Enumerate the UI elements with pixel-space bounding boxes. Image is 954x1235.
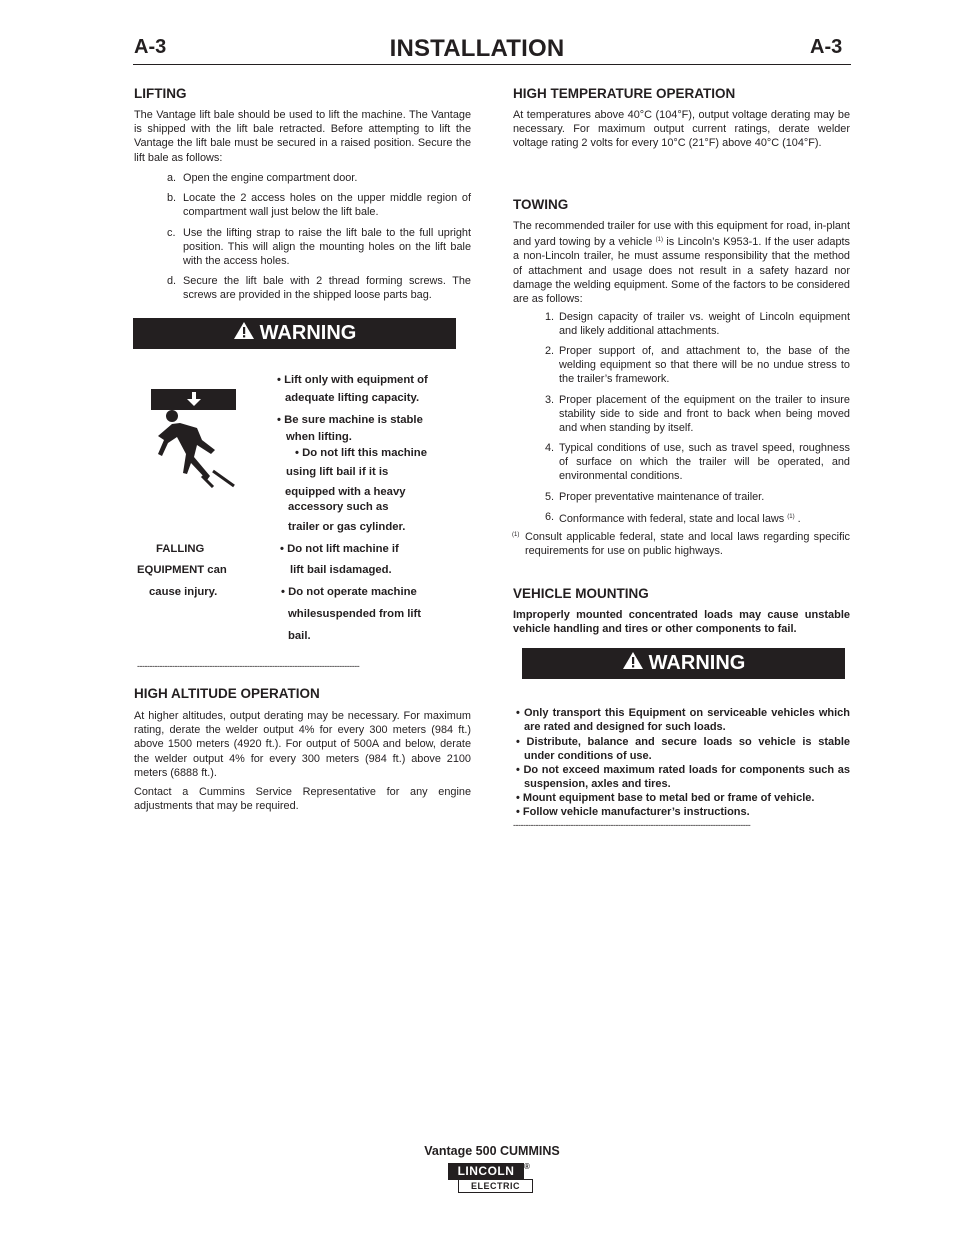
warning-label: WARNING [648,652,746,674]
lift-warning-line-11: lift bail isdamaged. [290,564,392,576]
towing-item-5 [545,490,850,504]
item-text: Design capacity of trailer vs. weight of Lincoln equipment and likely additional attachments. [559,311,850,338]
lincoln-electric-logo [448,1163,534,1193]
item-marker: 3. [545,394,555,406]
towing-item-2 [545,344,850,387]
section-divider: ----------------------------------------------------------------------------------------- [137,661,360,671]
item-marker: 1. [545,311,555,323]
step-text: Use the lifting strap to raise the lift bale to the full upright position. This will align the mounting holes on the lift bale with the access holes. [183,227,471,268]
towing-item-4 [545,441,850,484]
vehicle-warning-bullet-2 [516,735,850,763]
towing-intro-b: is Lincoln’s K953-1. If the user adapts a non-Lincoln trailer, he must assume responsibility that the method of attachment and usage does not result in a safety hazard nor damage the welding equipment. Some of the factors to be considered are as follows: [513,236,850,306]
footer-model: Vantage 500 CUMMINS [424,1144,560,1158]
warning-banner-lifting [133,318,456,349]
lift-warning-line-8: accessory such as [288,501,389,513]
footnote-text: Consult applicable federal, state and local laws regarding specific requirements for use on public highways. [525,531,850,558]
item-text: Proper placement of the equipment on the trailer to insure stability side to side and front to back when being moved and when standing by itself. [559,394,850,435]
towing-footnote [512,530,850,558]
step-text: Secure the lift bale with 2 thread forming screws. The screws are provided in the shipped loose parts bag. [183,275,471,302]
lift-warning-line-5: • Do not lift this machine [295,447,427,459]
item-text: Conformance with federal, state and local laws [559,513,785,525]
step-marker: a. [167,172,177,184]
lift-warning-line-3: • Be sure machine is stable [277,414,423,426]
bullet-text: • Mount equipment base to metal bed or frame of vehicle. [516,792,815,804]
header-rule [133,64,851,65]
warning-label: WARNING [259,322,357,344]
lift-warning-line-13: whilesuspended from lift [288,608,422,620]
warning-banner-vehicle [522,648,845,679]
bullet-text: • Only transport this Equipment on serviceable vehicles which are rated and designed for such loads. [516,707,850,733]
towing-item-1 [545,310,850,338]
page-title: INSTALLATION [389,35,565,62]
lift-warning-line-10: • Do not lift machine if [280,543,399,555]
lift-warning-line-9: trailer or gas cylinder. [288,521,406,533]
registered-mark: ® [524,1162,530,1171]
falling-equipment-icon [150,388,240,493]
warning-triangle-icon [233,321,255,346]
vehicle-warning-bullet-4 [516,791,850,805]
item-end: . [797,513,801,525]
towing-item-6 [545,510,850,526]
step-marker: d. [167,275,177,287]
hazard-caption-line-1: FALLING [156,543,205,555]
vehicle-warning-bullet-5 [516,805,850,819]
high-temp-text: At temperatures above 40°C (104°F), output voltage derating may be necessary. For maximum output current ratings, derate welder voltage rating 2 volts for every 10°C (21°F) above 40°C (104°F). [513,109,850,150]
high-temp-heading: HIGH TEMPERATURE OPERATION [513,86,736,101]
logo-bottom-text: ELECTRIC [458,1179,533,1193]
lift-warning-line-1: • Lift only with equipment of [277,374,428,386]
vehicle-mounting-intro: Improperly mounted concentrated loads may cause unstable vehicle handling and tires or other components to fail. [513,609,850,636]
lift-warning-line-7: equipped with a heavy [285,486,406,498]
item-text: Proper support of, and attachment to, the base of the welding equipment so that there will be no undue stress to the trailer’s framework. [559,345,850,386]
page-number-left: A-3 [134,36,167,58]
lifting-step-c [167,226,471,269]
page-number-right: A-3 [810,36,843,58]
lifting-step-d [167,274,471,302]
towing-item-3 [545,393,850,436]
towing-intro-a: The recommended trailer for use with this equipment for road, in-plant and yard towing by a vehicle [513,220,850,249]
lifting-step-b [167,191,471,219]
lift-warning-line-12: • Do not operate machine [281,586,417,598]
high-altitude-heading: HIGH ALTITUDE OPERATION [134,686,320,701]
item-marker: 4. [545,442,555,454]
footnote-ref: (1) [655,237,663,244]
lifting-step-a [167,171,471,185]
lifting-heading: LIFTING [134,86,187,101]
high-altitude-para-1: At higher altitudes, output derating may be necessary. For maximum rating, derate the welder output 4% for every 300 meters (984 ft.) above 1500 meters (4920 ft.). For output of 500A and below, derate the welder output 4% for every 300 meters (984 ft.) above 2100 meters (6888 ft.). [134,710,471,779]
step-marker: b. [167,192,177,204]
item-marker: 5. [545,491,555,503]
vehicle-mounting-heading: VEHICLE MOUNTING [513,586,649,601]
bullet-text: • Distribute, balance and secure loads so vehicle is stable under conditions of use. [516,736,850,762]
logo-top-text: LINCOLN [448,1163,524,1180]
item-text: Typical conditions of use, such as travel speed, roughness of surface on which the trailer will be operated, and environmental conditions. [559,442,850,483]
item-marker: 6. [545,511,555,523]
item-text: Proper preventative maintenance of trailer. [559,491,765,503]
lift-warning-line-2: adequate lifting capacity. [285,392,420,404]
step-text: Open the engine compartment door. [183,172,358,184]
footnote-mark: (1) [512,532,520,538]
bullet-text: • Do not exceed maximum rated loads for components such as suspension, axles and tires. [516,764,850,790]
footnote-ref: (1) [787,514,795,520]
item-marker: 2. [545,345,555,357]
towing-intro [513,219,850,306]
step-marker: c. [167,227,176,239]
lift-warning-line-4: when lifting. [286,431,352,443]
vehicle-warning-bullet-1 [516,706,850,734]
vehicle-warning-bullet-3 [516,763,850,791]
lift-warning-line-14: bail. [288,630,311,642]
hazard-caption-line-2: EQUIPMENT can [137,564,227,576]
hazard-caption-line-3: cause injury. [149,586,218,598]
bullet-text: • Follow vehicle manufacturer’s instructions. [516,806,750,818]
towing-heading: TOWING [513,197,569,212]
high-altitude-para-2: Contact a Cummins Service Representative for any engine adjustments that may be required. [134,786,471,813]
lifting-intro: The Vantage lift bale should be used to lift the machine. The Vantage is shipped with the lift bale retracted. Before attempting to lift the Vantage the lift bale must be secured in a raised position. Secure the lift bale as follows: [134,109,471,164]
step-text: Locate the 2 access holes on the upper middle region of compartment wall just below the lift bale. [183,192,471,219]
lift-warning-line-6: using lift bail if it is [286,466,389,478]
section-divider: ----------------------------------------------------------------------------------------------- [513,820,751,830]
warning-triangle-icon [622,651,644,676]
